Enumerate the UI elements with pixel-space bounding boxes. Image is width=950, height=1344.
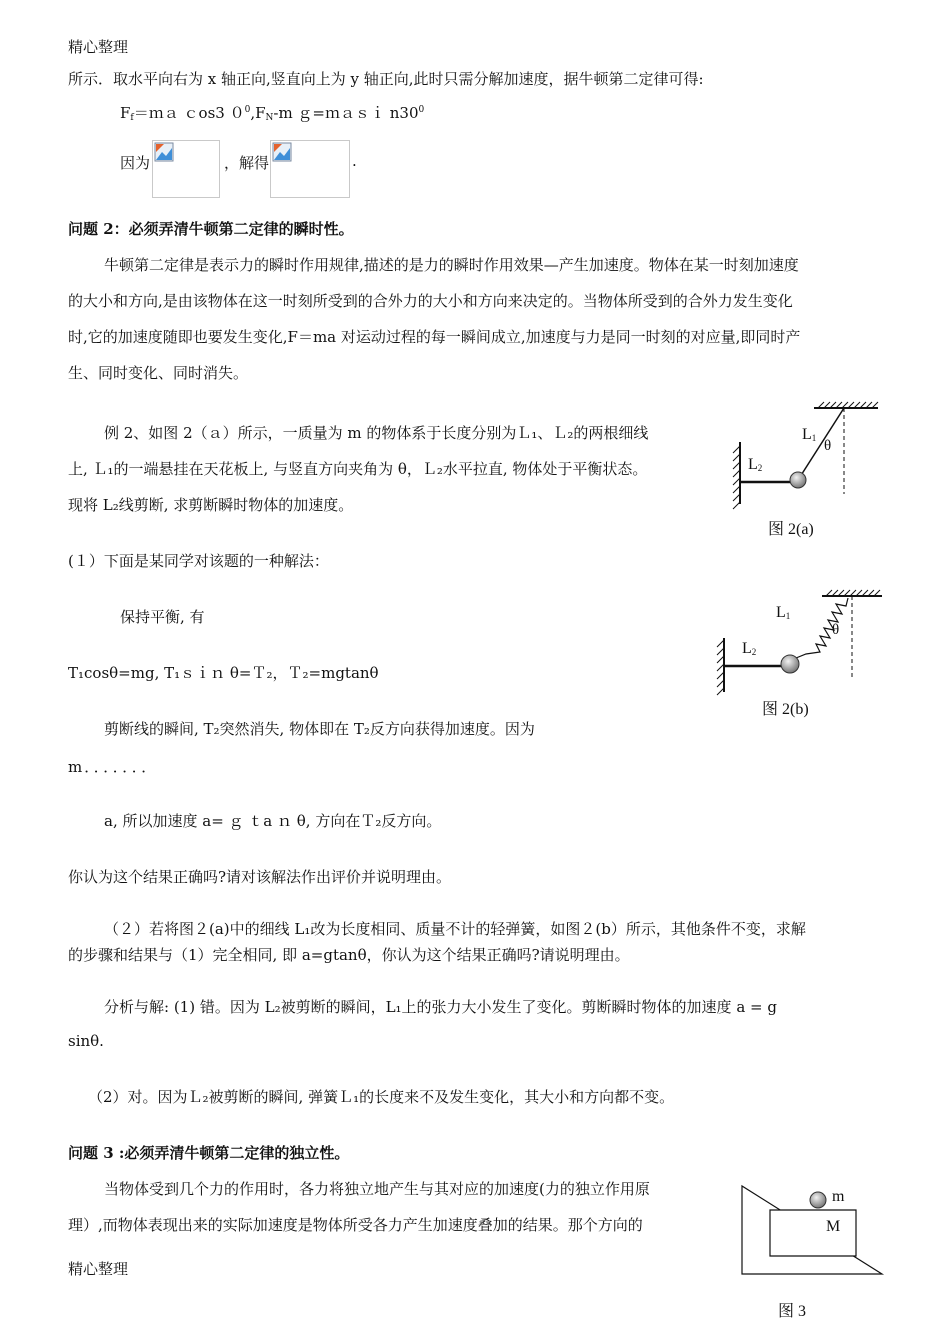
broken-image-icon — [154, 142, 174, 162]
eq-fn-sub: N — [265, 113, 274, 123]
eq-deg1: 0 — [244, 105, 251, 115]
example2-line-2: 上, Ｌ₁的一端悬挂在天花板上, 与竖直方向夹角为 θ，Ｌ₂水平拉直, 物体处于平衡状态。 — [68, 460, 648, 478]
example2-subq1: (１）下面是某同学对该题的一种解法： — [68, 552, 329, 570]
figure-2a — [720, 400, 890, 540]
because-label: 因为 — [120, 154, 151, 172]
example2-analysis-line-2: sinθ. — [68, 1032, 104, 1050]
example2-question: 你认为这个结果正确吗?请对该解法作出评价并说明理由。 — [68, 868, 452, 886]
figure-2a-caption: 图 2(a) — [768, 521, 814, 538]
figure-2a-diagram — [720, 400, 890, 510]
figure-2a-l1-label: $L_1$ — [802, 426, 817, 443]
example2-subq2-line-2: 的步骤和结果与（1）完全相同, 即 a=gtanθ，你认为这个结果正确吗?请说明理由。 — [68, 946, 630, 964]
period: . — [352, 152, 357, 170]
figure-2b-caption: 图 2(b) — [762, 701, 809, 718]
example2-analysis-line-3: （2）对。因为Ｌ₂被剪断的瞬间, 弹簧Ｌ₁的长度来不及发生变化，其大小和方向都不变。 — [88, 1088, 675, 1106]
problem2-line-2: 的大小和方向,是由该物体在这一时刻所受到的合外力的大小和方向来决定的。当物体所受到的合外力发生变化 — [68, 292, 793, 310]
page-header: 精心整理 — [68, 38, 129, 56]
figure-2b — [710, 586, 900, 726]
figure-2b-l2-label: $L_2$ — [742, 640, 757, 657]
figure-2b-diagram — [710, 586, 900, 696]
eq-ff-sub: f — [130, 113, 134, 123]
broken-image-formula-2 — [270, 140, 350, 198]
figure-2a-theta-label: θ — [824, 438, 832, 454]
broken-image-icon — [272, 142, 292, 162]
example2-analysis-line-1: 分析与解: (1) 错。因为 L₂被剪断的瞬间，L₁上的张力大小发生了变化。剪断瞬时物体的加速度 a = g — [104, 998, 777, 1016]
example2-line-1: 例 2、如图 2（ａ）所示，一质量为 m 的物体系于长度分别为Ｌ₁、Ｌ₂的两根细线 — [104, 424, 649, 442]
figure-3-M-label: M — [826, 1218, 841, 1235]
page-footer: 精心整理 — [68, 1260, 129, 1278]
figure-3 — [740, 1184, 890, 1334]
broken-image-formula-1 — [152, 140, 220, 198]
intro-line: 所示．取水平向右为 x 轴正向,竖直向上为 y 轴正向,此时只需分解加速度，据牛顿第二定律可得: — [68, 70, 704, 88]
eq-mid: ,F — [250, 104, 266, 122]
figure-2b-theta-label: θ — [832, 622, 840, 638]
figure-2b-l1-label: $L_1$ — [776, 604, 791, 621]
problem3-line-2: 理）,而物体表现出来的实际加速度是物体所受各力产生加速度叠加的结果。那个方向的 — [68, 1216, 643, 1234]
example2-balance: 保持平衡, 有 — [120, 608, 205, 626]
problem2-line-3: 时,它的加速度随即也要发生变化,F＝ma 对运动过程的每一瞬间成立,加速度与力是同一时刻的对应量,即同时产 — [68, 328, 801, 346]
eq-fn-rhs: -m ｇ=ｍａｓｉ n30 — [273, 104, 419, 122]
problem2-heading: 问题 2：必须弄清牛顿第二定律的瞬时性。 — [68, 220, 354, 238]
example2-eq-line: T₁cosθ=mg, T₁ｓｉｎ θ=Ｔ₂，Ｔ₂=mgtanθ — [68, 664, 379, 682]
problem3-line-1: 当物体受到几个力的作用时，各力将独立地产生与其对应的加速度(力的独立作用原 — [104, 1180, 650, 1198]
problem2-line-1: 牛顿第二定律是表示力的瞬时作用规律,描述的是力的瞬时作用效果—产生加速度。物体在某一时刻加速度 — [104, 256, 799, 274]
example2-m-line: m．．．．．．． — [68, 758, 159, 776]
equation-newton — [120, 102, 424, 123]
figure-2a-l2-label: $L_2$ — [748, 456, 763, 473]
eq-deg2: 0 — [418, 105, 425, 115]
figure-3-caption: 图 3 — [778, 1303, 807, 1320]
eq-ff: F — [120, 104, 131, 122]
eq-ff-rhs: ＝ｍａ ｃos3 ０ — [133, 104, 245, 122]
example2-subq2-line-1: （２）若将图２(a)中的细线 L₁改为长度相同、质量不计的轻弹簧，如图２(b）所示，其他条件不变，求解 — [104, 920, 806, 938]
problem2-line-4: 生、同时变化、同时消失。 — [68, 364, 249, 382]
figure-3-m-label: m — [832, 1188, 845, 1205]
solve-label: ，解得 — [224, 154, 270, 172]
figure-3-diagram — [740, 1184, 890, 1276]
example2-cut-line: 剪断线的瞬间, T₂突然消失, 物体即在 T₂反方向获得加速度。因为 — [104, 720, 535, 738]
example2-line-3: 现将 L₂线剪断, 求剪断瞬时物体的加速度。 — [68, 496, 354, 514]
problem3-heading: 问题 3 :必须弄清牛顿第二定律的独立性。 — [68, 1144, 350, 1162]
example2-a-line: a, 所以加速度 a= ｇ ｔa ｎ θ, 方向在Ｔ₂反方向。 — [104, 812, 442, 830]
